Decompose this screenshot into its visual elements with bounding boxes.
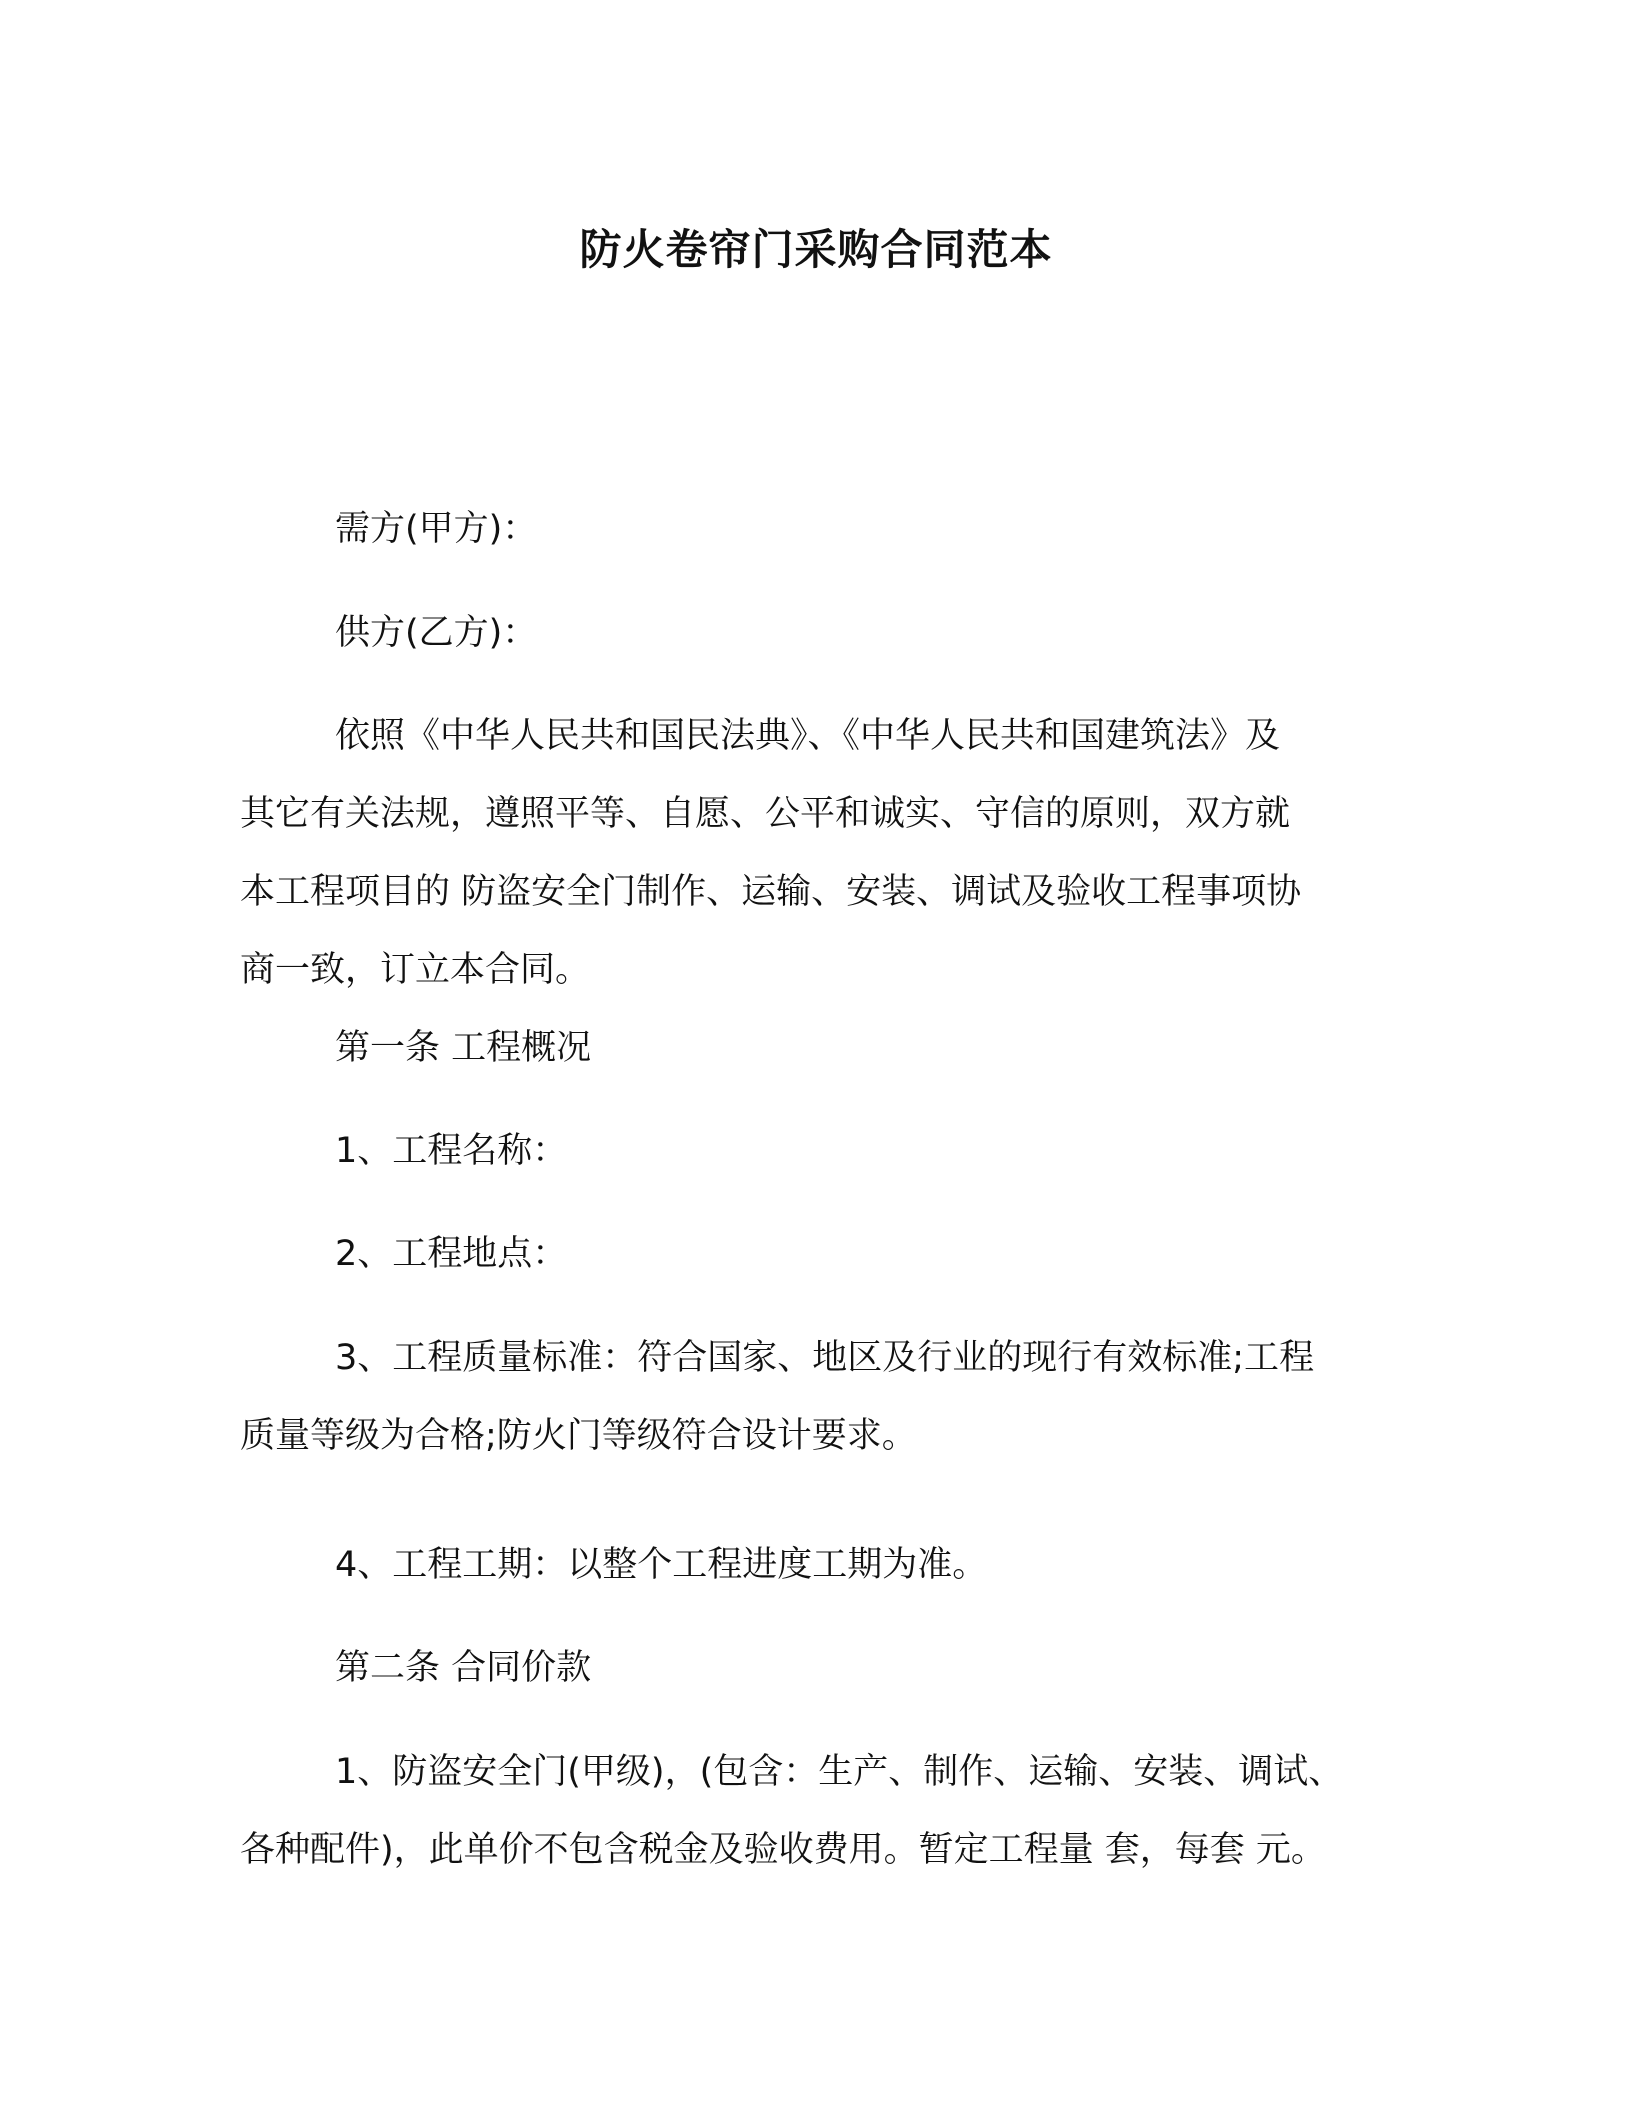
article2-item1-line: 1、防盗安全门(甲级)，(包含：生产、制作、运输、安装、调试、 [335, 1752, 1344, 1792]
article1-item3 [240, 1319, 1392, 1475]
intro-line: 商一致，订立本合同。 [240, 950, 591, 990]
article1-heading: 第一条 工程概况 [335, 1028, 592, 1068]
article2-item1 [240, 1733, 1392, 1889]
article2-heading: 第二条 合同价款 [335, 1648, 592, 1688]
article1-item3-line: 3、工程质量标准：符合国家、地区及行业的现行有效标准;工程 [335, 1338, 1315, 1378]
article1-item3-line: 质量等级为合格;防火门等级符合设计要求。 [240, 1416, 917, 1456]
article2-item1-line: 各种配件)，此单价不包含税金及验收费用。暂定工程量 套，每套 元。 [240, 1830, 1326, 1870]
document-title: 防火卷帘门采购合同范本 [579, 225, 1053, 274]
party-a-line: 需方(甲方)： [335, 509, 538, 549]
intro-paragraph [240, 697, 1392, 1009]
intro-line: 其它有关法规，遵照平等、自愿、公平和诚实、守信的原则，双方就 [240, 794, 1291, 834]
intro-line: 依照《中华人民共和国民法典》、《中华人民共和国建筑法》及 [335, 716, 1281, 756]
article1-item1: 1、工程名称： [335, 1131, 568, 1171]
article1-item4: 4、工程工期：以整个工程进度工期为准。 [335, 1545, 988, 1585]
intro-line: 本工程项目的 防盗安全门制作、运输、安装、调试及验收工程事项协 [240, 872, 1302, 912]
article1-item2: 2、工程地点： [335, 1234, 568, 1274]
party-b-line: 供方(乙方)： [335, 613, 538, 653]
